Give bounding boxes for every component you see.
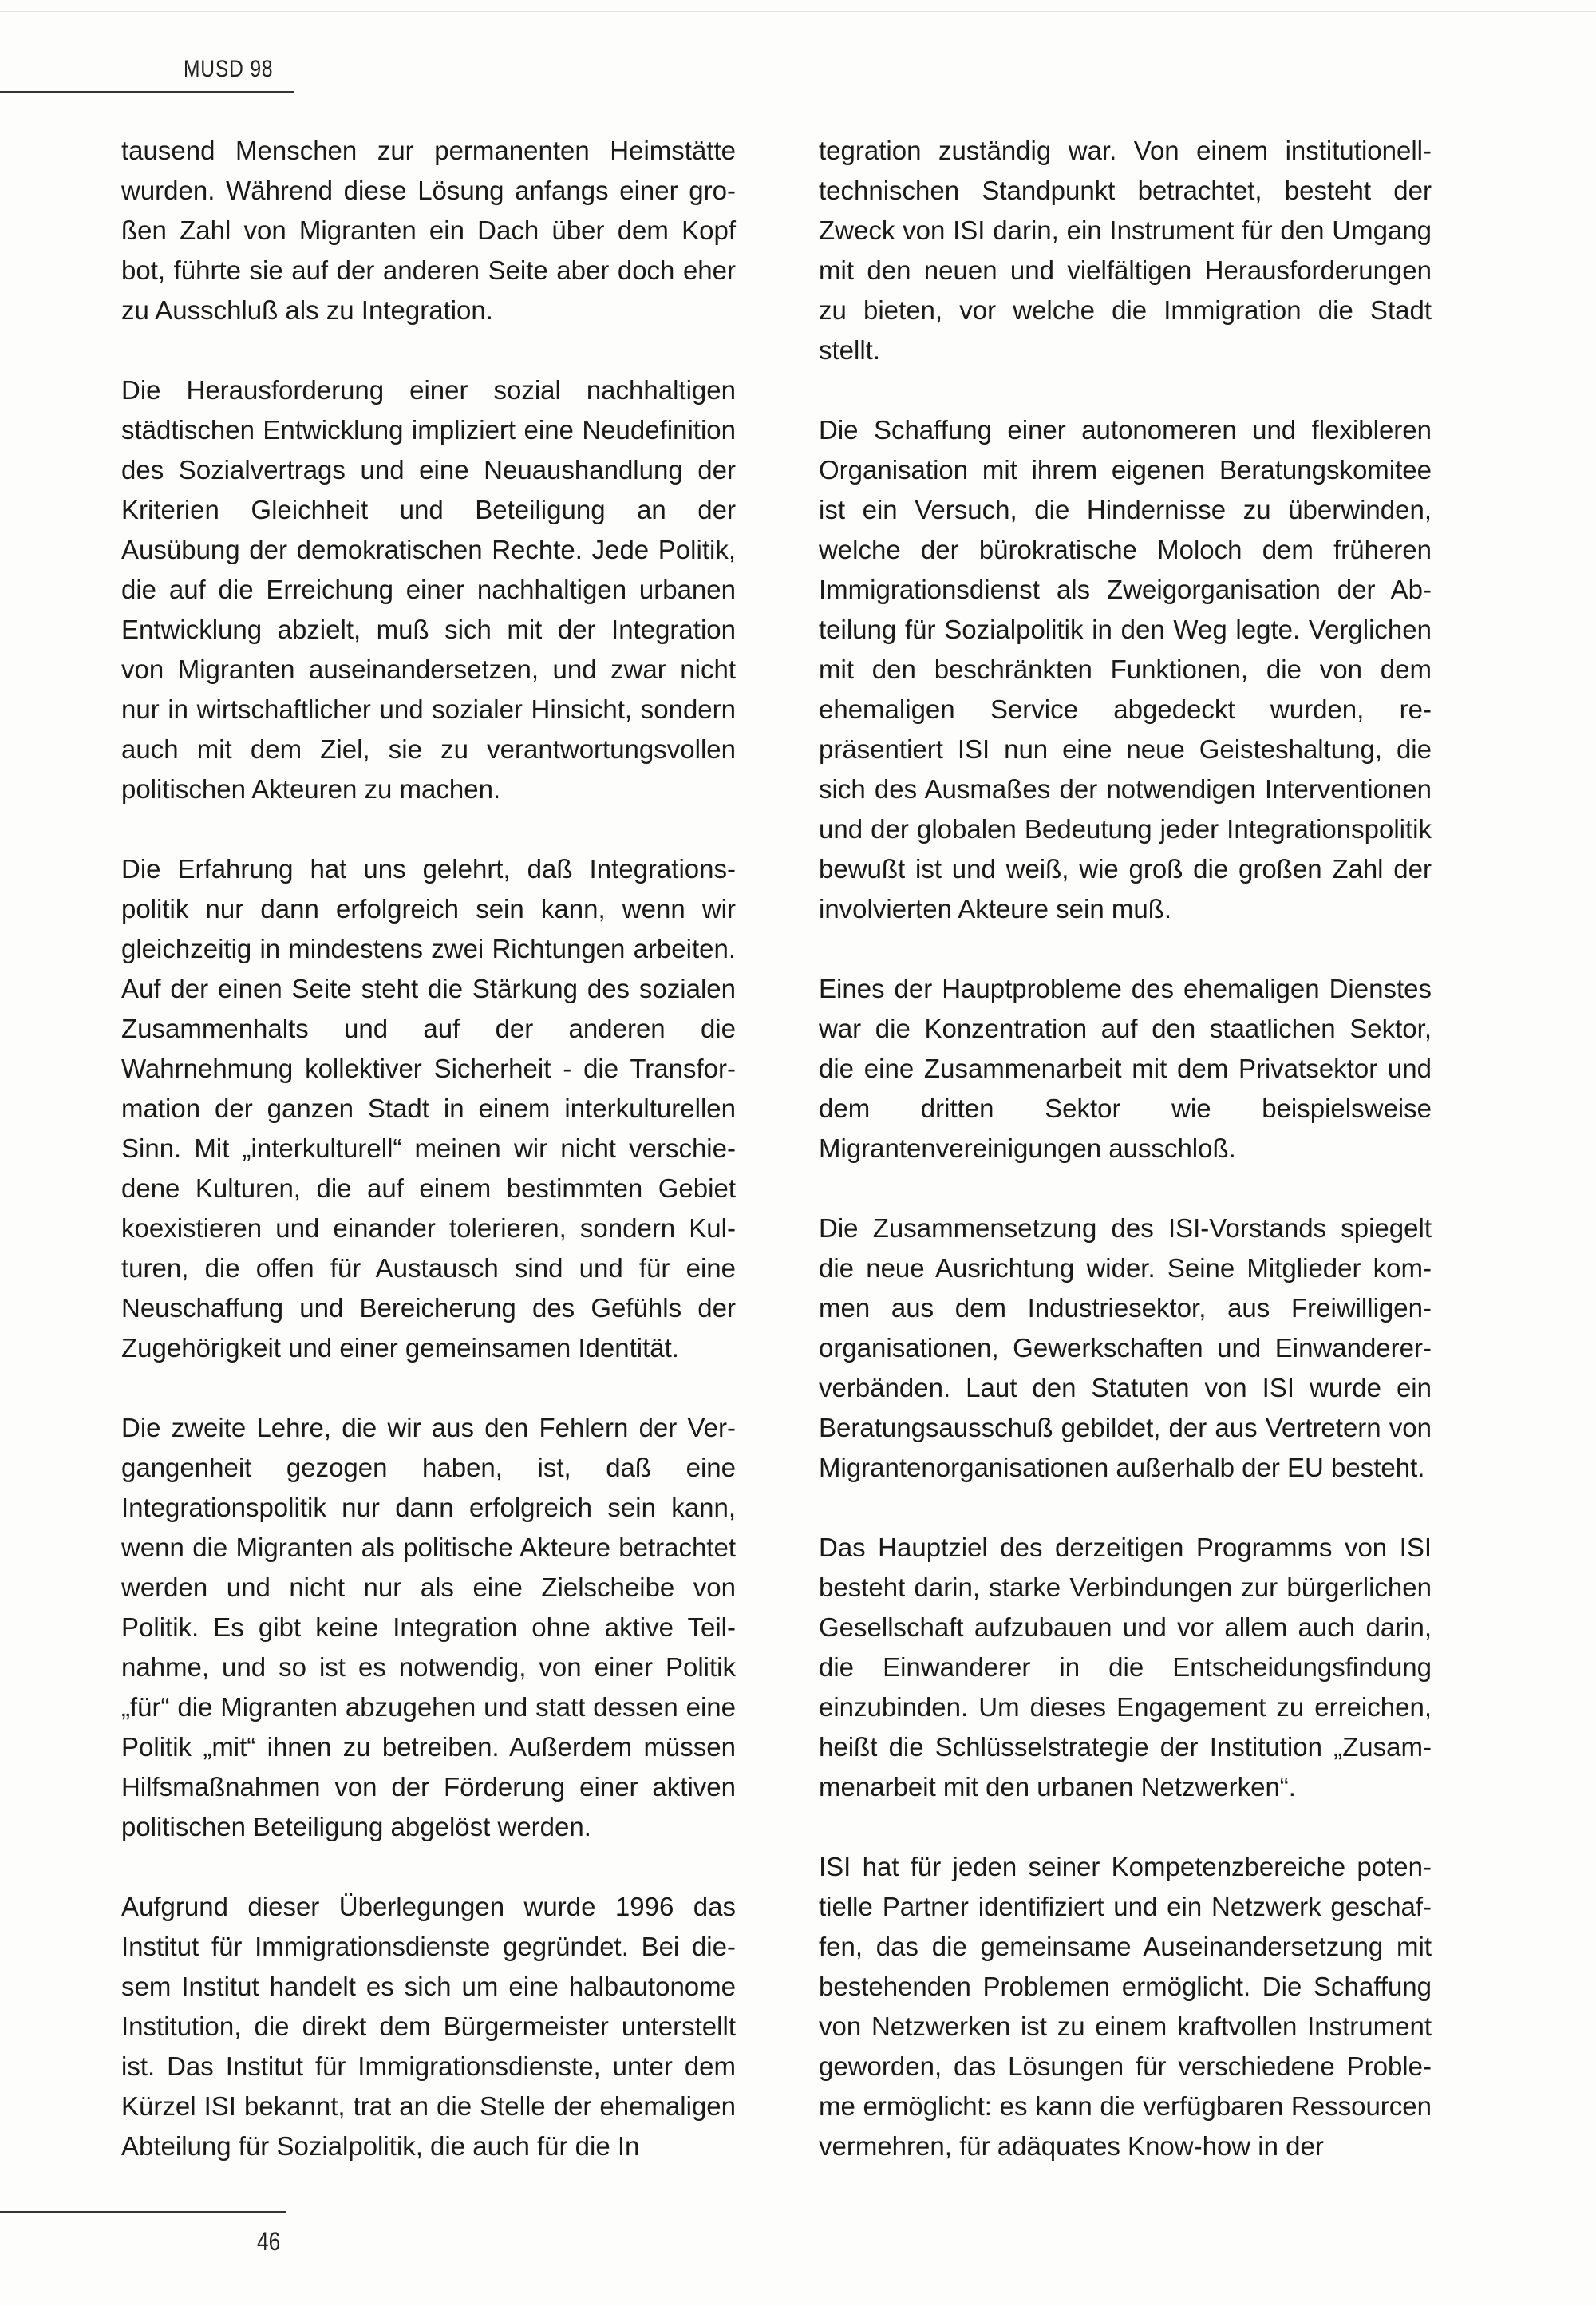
paragraph: Aufgrund dieser Überlegungen wurde 1996 das Institut für Immigrationsdienste gegründet. Bei diesem Institut handelt es sich um eine halbautonome Institution, die direkt dem Bürgermeister unterstellt ist. Das Institut für Immigrationsdienste, unter dem Kürzel ISI bekannt, trat an die Stelle der ehemaligen Abteilung für Sozialpolitik, die auch für die In <box>121 1892 736 2161</box>
paragraph: ISI hat für jeden seiner Kompetenzbereiche potentielle Partner identifiziert und ein Netzwerk geschaffen, das die gemeinsame Auseinandersetzung mit bestehenden Problemen ermöglicht. Die Schaffung von Netzwerken ist zu einem kraftvollen Instrument geworden, das Lösungen für verschiedene Probleme ermöglicht: es kann die verfügbaren Ressourcen vermehren, für adäquates Know-how in der <box>819 1852 1432 2161</box>
paragraph: tausend Menschen zur permanenten Heimstätte wurden. Während diese Lösung anfangs einer großen Zahl von Migranten ein Dach über dem Kopf bot, führte sie auf der anderen Seite aber doch eher zu Ausschluß als zu Integration. <box>121 136 736 325</box>
header-title: MUSD 98 <box>184 56 274 82</box>
paragraph: Das Hauptziel des derzeitigen Programms von ISI besteht darin, starke Verbindungen zur bürgerlichen Gesellschaft aufzubauen und vor allem auch darin, die Einwanderer in die Entscheidungsfindung einzubinden. Um dieses Engagement zu erreichen, heißt die Schlüsselstrategie der Institution „Zusammenarbeit mit den urbanen Netzwerken“. <box>819 1533 1432 1802</box>
paragraph: Eines der Hauptprobleme des ehemaligen Dienstes war die Konzentration auf den staatlichen Sektor, die eine Zusammenarbeit mit dem Privatsektor und dem dritten Sektor wie beispielsweise Migrantenvereinigungen ausschloß. <box>819 974 1432 1163</box>
paragraph: Die Herausforderung einer sozial nachhaltigen städtischen Entwicklung impliziert eine Neudefinition des Sozialvertrags und eine Neuaushandlung der Kriterien Gleichheit und Beteiligung an der Ausübung der demokratischen Rechte. Jede Politik, die auf die Erreichung einer nachhaltigen urbanen Entwicklung abzielt, muß sich mit der Integration von Migranten auseinandersetzen, und zwar nicht nur in wirtschaftlicher und sozialer Hinsicht, sondern auch mit dem Ziel, sie zu verantwortungsvollen politischen Akteuren zu machen. <box>121 375 736 804</box>
paragraph: Die zweite Lehre, die wir aus den Fehlern der Vergangenheit gezogen haben, ist, daß eine Integrationspolitik nur dann erfolgreich sein kann, wenn die Migranten als politische Akteure betrachtet werden und nicht nur als eine Zielscheibe von Politik. Es gibt keine Integration ohne aktive Teilnahme, und so ist es notwendig, von einer Politik „für“ die Migranten abzugehen und statt dessen eine Politik „mit“ ihnen zu betreiben. Außerdem müssen Hilfsmaßnahmen von der Förderung einer aktiven politischen Beteiligung abgelöst werden. <box>121 1413 736 1841</box>
running-header <box>0 49 1596 105</box>
header-rule <box>0 91 294 93</box>
paragraph: Die Erfahrung hat uns gelehrt, daß Integrationspolitik nur dann erfolgreich sein kann, wenn wir gleichzeitig in mindestens zwei Richtungen arbeiten. Auf der einen Seite steht die Stärkung des sozialen Zusammenhalts und auf der anderen die Wahrnehmung kollektiver Sicherheit - die Transformation der ganzen Stadt in einem interkulturellen Sinn. Mit „interkulturell“ meinen wir nicht verschiedene Kulturen, die auf einem bestimmten Gebiet koexistieren und einander tolerieren, sondern Kulturen, die offen für Austausch sind und für eine Neuschaffung und Bereicherung des Gefühls der Zugehörigkeit und einer gemeinsamen Identität. <box>121 854 736 1363</box>
left-text-column <box>121 131 736 2206</box>
paragraph: Die Zusammensetzung des ISI-Vorstands spiegelt die neue Ausrichtung wider. Seine Mitglieder kommen aus dem Industriesektor, aus Freiwilligenorganisationen, Gewerkschaften und Einwandererverbänden. Laut den Statuten von ISI wurde ein Beratungsausschuß gebildet, der aus Vertretern von Migrantenorganisationen außerhalb der EU besteht. <box>819 1213 1432 1482</box>
right-text-column <box>819 131 1432 2206</box>
page-number: 46 <box>257 2227 281 2256</box>
top-edge-rule <box>0 11 1596 12</box>
paragraph: Die Schaffung einer autonomeren und flexibleren Organisation mit ihrem eigenen Beratungskomitee ist ein Versuch, die Hindernisse zu überwinden, welche der bürokratische Moloch dem früheren Immigrationsdienst als Zweigorganisation der Abteilung für Sozialpolitik in den Weg legte. Verglichen mit den beschränkten Funktionen, die von dem ehemaligen Service abgedeckt wurden, repräsentiert ISI nun eine neue Geisteshaltung, die sich des Ausmaßes der notwendigen Interventionen und der globalen Bedeutung jeder Integrationspolitik bewußt ist und weiß, wie groß die großen Zahl der involvierten Akteure sein muß. <box>819 415 1432 924</box>
footer-rule <box>0 2211 286 2213</box>
paragraph: tegration zuständig war. Von einem institutionell-technischen Standpunkt betrachtet, besteht der Zweck von ISI darin, ein Instrument für den Umgang mit den neuen und vielfältigen Herausforderungen zu bieten, vor welche die Immigration die Stadt stellt. <box>819 136 1432 365</box>
